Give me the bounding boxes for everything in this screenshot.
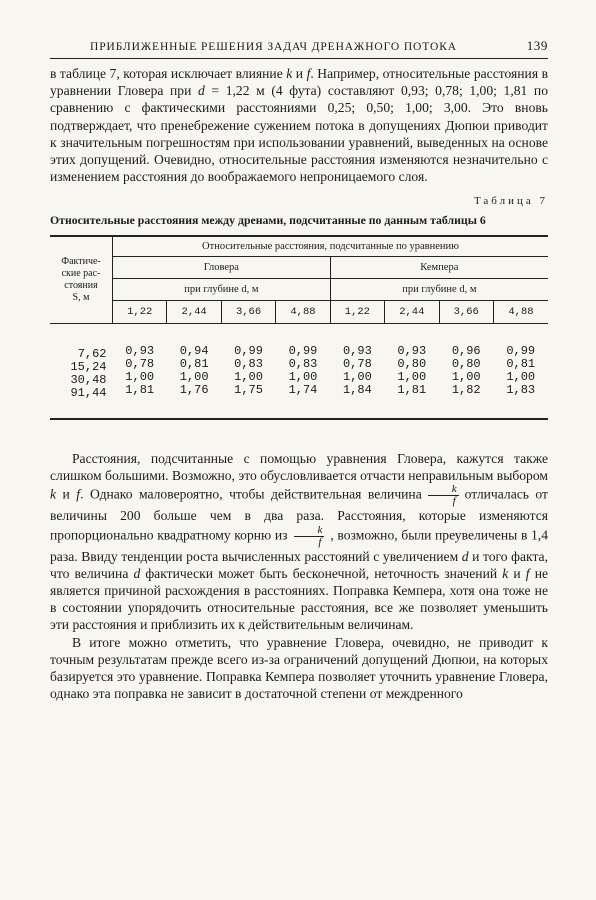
- var-f: f: [306, 66, 311, 81]
- text-run: не является причиной расхождения в расстояниях. Поправка Кемпера, хотя она тоже не в состоянии упорядочить относительные расстояния, все же позволяет уменьшить эти расстояния и приблизить их к действительным величинам.: [50, 565, 548, 633]
- table-label: Таблица 7: [473, 195, 548, 208]
- depth-header: 1,22: [113, 300, 167, 323]
- cell: 1,00: [234, 369, 263, 384]
- cell: 0,93: [342, 343, 372, 358]
- glover-col-2: [167, 323, 221, 419]
- cell: 0,99: [234, 343, 263, 358]
- var-d: d: [133, 565, 141, 581]
- numerator: k: [294, 525, 325, 537]
- spacer: [50, 420, 548, 450]
- cell: 1,00: [506, 369, 536, 384]
- numerator: k: [428, 484, 459, 496]
- cell: 1,00: [125, 369, 155, 384]
- text-run: Расстояния, подсчитанные с помощью уравнения Гловера, кажутся также слишком большими. Возможно, это обусловливается отчасти неправильным выбором: [50, 450, 548, 484]
- text-run: в таблице 7, которая исключает влияние: [50, 66, 287, 81]
- cell: 0,80: [397, 356, 427, 371]
- cell: 1,81: [125, 382, 155, 397]
- cell: 1,00: [288, 369, 318, 384]
- stub-header: [50, 236, 113, 323]
- paragraph-2: [50, 450, 548, 634]
- text-run: . Например, относительные расстояния в уравнении Гловера при: [50, 66, 549, 99]
- cell: 0,81: [179, 356, 209, 371]
- var-d: d: [198, 83, 205, 99]
- cell: 0,93: [125, 343, 155, 358]
- cell: 1,84: [342, 382, 372, 397]
- kemper-col-2: [385, 323, 439, 419]
- cell: 1,83: [506, 382, 536, 397]
- stub-line: ские рас-: [61, 268, 101, 280]
- cell: 15,24: [70, 359, 107, 374]
- running-head: [50, 38, 548, 58]
- stub-line: стояния: [64, 280, 98, 292]
- var-f: f: [76, 486, 81, 502]
- cell: 1,00: [397, 369, 427, 384]
- glover-depth-label: при глубине d, м: [113, 278, 331, 300]
- stub-values: [50, 323, 113, 419]
- cell: 1,00: [451, 369, 481, 384]
- cell: 0,81: [506, 356, 536, 371]
- var-d: d: [461, 548, 469, 564]
- fraction-k-over-f: [294, 525, 325, 548]
- paragraph-1: [50, 65, 548, 185]
- cell: 0,80: [451, 356, 481, 371]
- header-rule: [50, 58, 548, 59]
- text-run: и: [56, 486, 77, 502]
- var-k: k: [50, 486, 57, 502]
- data-table: [50, 235, 548, 420]
- var-f: f: [525, 565, 530, 581]
- depth-header: 2,44: [385, 300, 439, 323]
- kemper-depth-label: при глубине d, м: [330, 278, 548, 300]
- text-run: , возможно, были преувеличены в 1,4 раза. Ввиду тенденции роста вычисленных расстояний с увеличением: [50, 527, 548, 564]
- cell: 0,96: [451, 343, 481, 358]
- glover-col-1: [113, 323, 167, 419]
- cell: 0,94: [179, 343, 209, 358]
- cell: 0,83: [288, 356, 318, 371]
- text-run: . Однако маловероятно, чтобы действительная величина: [80, 486, 422, 502]
- text-run: = 1,22 м (4 фута) составляют 0,93; 0,78; 1,00; 1,81 по сравнению с фактическими расстояниями 0,25; 0,50; 1,00; 3,00. Это вновь подтверждает, что пренебрежение сужением потока в допущениях Дюпюи приводит к значительным погрешностям при использовании уравнений, выведенных на основе этих допущений. Очевидно, относительные расстояния изменяются незначительно с изменением расстояния до воображаемого непроницаемого слоя.: [50, 83, 548, 185]
- depth-header: 3,66: [439, 300, 493, 323]
- depth-header: 3,66: [221, 300, 275, 323]
- text-run: и того факта, что величина: [50, 548, 548, 581]
- var-k: k: [502, 565, 509, 581]
- depth-header: 2,44: [167, 300, 221, 323]
- text-run: отличалась от величины 200 больше чем в два раза. Расстояния, которые изменяются пропорционально квадратному корню из: [50, 486, 548, 543]
- kemper-col-1: [330, 323, 384, 419]
- glover-header: Гловера: [113, 256, 331, 278]
- cell: 7,62: [77, 346, 107, 361]
- table-caption: Относительные расстояния между дренами, подсчитанные по данным таблицы 6: [50, 213, 486, 228]
- glover-col-3: [221, 323, 275, 419]
- table-body: [50, 323, 548, 419]
- book-page: [50, 38, 548, 702]
- cell: 30,48: [70, 372, 107, 387]
- denominator: f: [318, 535, 322, 548]
- text-run: фактически может быть бесконечной, неточность значений: [140, 565, 503, 581]
- page-number: 139: [526, 38, 548, 53]
- var-k: k: [286, 66, 293, 81]
- cell: 0,78: [125, 356, 155, 371]
- glover-col-4: [276, 323, 330, 419]
- fraction-k-over-f: [428, 484, 459, 507]
- cell: 0,99: [288, 343, 318, 358]
- depth-header: 4,88: [493, 300, 548, 323]
- stub-line: S, м: [72, 292, 90, 304]
- cell: 1,81: [397, 382, 427, 397]
- cell: 0,78: [342, 356, 372, 371]
- running-head-title: ПРИБЛИЖЕННЫЕ РЕШЕНИЯ ЗАДАЧ ДРЕНАЖНОГО ПОТОКА: [90, 41, 458, 53]
- depth-header: 1,22: [330, 300, 384, 323]
- text-run: и: [292, 66, 307, 81]
- cell: 0,99: [506, 343, 536, 358]
- kemper-col-3: [439, 323, 493, 419]
- cell: 1,75: [234, 382, 263, 397]
- cell: 1,76: [179, 382, 209, 397]
- depth-header: 4,88: [276, 300, 330, 323]
- kemper-col-4: [493, 323, 548, 419]
- kemper-header: Кемпера: [330, 256, 548, 278]
- group-header: Относительные расстояния, подсчитанные по уравнению: [113, 236, 549, 256]
- cell: 1,00: [342, 369, 372, 384]
- cell: 1,74: [288, 382, 318, 397]
- cell: 0,93: [397, 343, 427, 358]
- stub-line: Фактиче-: [61, 256, 101, 268]
- cell: 1,00: [179, 369, 209, 384]
- cell: 91,44: [70, 385, 107, 400]
- paragraph-3: В итоге можно отметить, что уравнение Гловера, очевидно, не приводит к точным результатам прежде всего из-за ограничений допущений Дюпюи, на которых базируется это уравнение. Поправка Кемпера позволяет уточнить уравнение Гловера, однако эта поправка не зависит в достаточной степени от междренного: [50, 634, 548, 702]
- cell: 1,82: [451, 382, 481, 397]
- text-run: и: [508, 565, 526, 581]
- cell: 0,83: [234, 356, 263, 371]
- denominator: f: [452, 495, 456, 508]
